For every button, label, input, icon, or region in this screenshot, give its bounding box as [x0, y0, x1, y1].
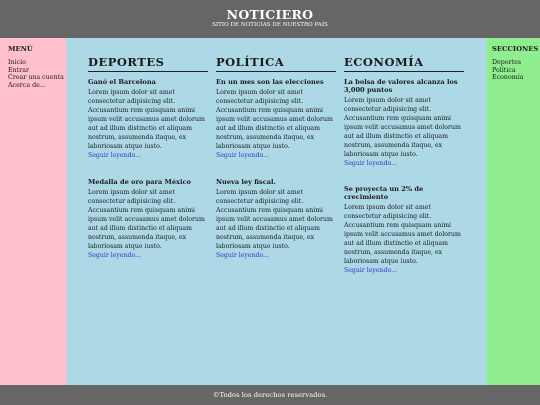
- site-subtitle: SITIO DE NOTICIAS DE NUESTRO PAÍS: [212, 22, 328, 28]
- sections-list: [492, 59, 540, 82]
- copyright-text: ©Todos los derechos reservados.: [212, 391, 328, 399]
- article-title: Medalla de oro para México: [88, 178, 191, 186]
- menu-item-entrar[interactable]: Entrar: [8, 66, 29, 74]
- menu-sidebar: [0, 38, 66, 385]
- menu-item-inicio[interactable]: Inicio: [8, 59, 26, 66]
- read-more-link[interactable]: Seguir leyendo...: [88, 152, 142, 160]
- article-title: Nueva ley fiscal.: [216, 178, 276, 186]
- column-heading: DEPORTES: [88, 55, 208, 72]
- main-content: [66, 38, 486, 385]
- article: [344, 185, 464, 275]
- site-title: NOTICIERO: [226, 7, 314, 22]
- column-heading: POLÍTICA: [216, 55, 336, 72]
- article-body: Lorem ipsum dolor sit amet consectetur adipisicing elit. Accusantium rem quisquam animi ipsum velit accusamus amet dolorum aut ad illum distinctio et aliquam nostrum, assumenda itaque, ex laboriosam atque iusto.: [344, 97, 461, 159]
- article-body: Lorem ipsum dolor sit amet consectetur adipisicing elit. Accusantium rem quisquam animi ipsum velit accusamus amet dolorum aut ad illum distinctio et aliquam nostrum, assumenda itaque, ex laboriosam atque iusto.: [216, 189, 333, 251]
- article-title: Se proyecta un 2% de crecimiento: [344, 185, 424, 202]
- article: [344, 78, 464, 168]
- read-more-link[interactable]: Seguir leyendo...: [216, 252, 270, 260]
- column-economia: [344, 55, 464, 275]
- read-more-link[interactable]: Seguir leyendo...: [88, 252, 142, 260]
- menu-item-acerca-de[interactable]: Acerca de...: [8, 81, 46, 89]
- menu-title: MENÚ: [8, 45, 33, 53]
- section-item-economia[interactable]: Economía: [492, 74, 524, 82]
- sections-title: SECCIONES: [492, 45, 539, 53]
- article-body: Lorem ipsum dolor sit amet consectetur adipisicing elit. Accusantium rem quisquam animi ipsum velit accusamus amet dolorum aut ad illum distinctio et aliquam nostrum, assumenda itaque, ex laboriosam atque iusto.: [344, 204, 461, 266]
- column-politica: [216, 55, 336, 260]
- article-body: Lorem ipsum dolor sit amet consectetur adipisicing elit. Accusantium rem quisquam animi ipsum velit accusamus amet dolorum aut ad illum distinctio et aliquam nostrum, assumenda itaque, ex laboriosam atque iusto.: [88, 89, 205, 151]
- article: [88, 78, 208, 160]
- article-title: La bolsa de valores alcanza los 3,000 puntos: [344, 78, 458, 95]
- article-title: Ganó el Barcelona: [88, 78, 156, 86]
- site-header: [0, 0, 540, 38]
- menu-item-crear-cuenta[interactable]: Crear una cuenta: [8, 74, 64, 82]
- column-heading: ECONOMÍA: [344, 55, 464, 72]
- column-deportes: [88, 55, 208, 260]
- article: [88, 178, 208, 260]
- article-title: En un mes son las elecciones: [216, 78, 324, 86]
- menu-list: [8, 59, 66, 89]
- article-body: Lorem ipsum dolor sit amet consectetur adipisicing elit. Accusantium rem quisquam animi ipsum velit accusamus amet dolorum aut ad illum distinctio et aliquam nostrum, assumenda itaque, ex laboriosam atque iusto.: [216, 89, 333, 151]
- section-item-politica[interactable]: Política: [492, 66, 516, 74]
- read-more-link[interactable]: Seguir leyendo...: [344, 267, 398, 275]
- section-item-deportes[interactable]: Deportes: [492, 59, 522, 66]
- article: [216, 78, 336, 160]
- site-footer: [0, 385, 540, 405]
- article-body: Lorem ipsum dolor sit amet consectetur adipisicing elit. Accusantium rem quisquam animi ipsum velit accusamus amet dolorum aut ad illum distinctio et aliquam nostrum, assumenda itaque, ex laboriosam atque iusto.: [88, 189, 205, 251]
- article: [216, 178, 336, 260]
- read-more-link[interactable]: Seguir leyendo...: [344, 160, 398, 168]
- sections-sidebar: [486, 38, 540, 385]
- read-more-link[interactable]: Seguir leyendo...: [216, 152, 270, 160]
